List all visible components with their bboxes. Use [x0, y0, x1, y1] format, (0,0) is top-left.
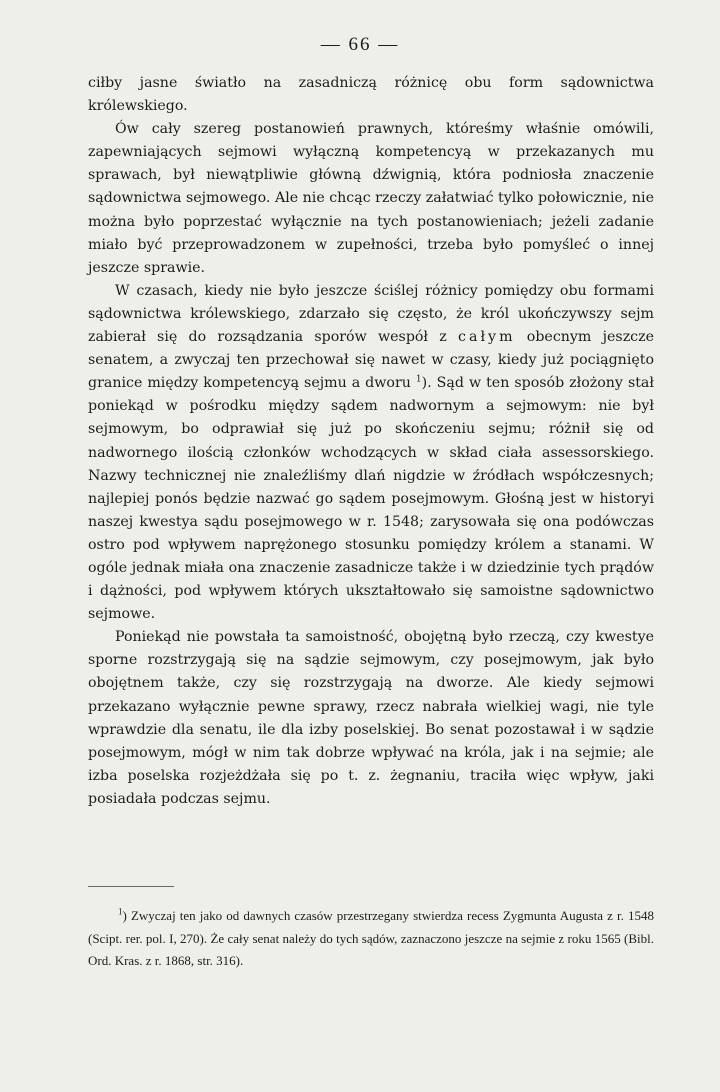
- footnote-reference[interactable]: 1: [415, 374, 422, 385]
- footnote-divider: [88, 886, 174, 887]
- emphasized-word: całym: [458, 329, 516, 346]
- paragraph: [88, 280, 654, 626]
- paragraph-text: obecnym jeszcze senatem, a zwyczaj ten przechował się nawet w czasy, kiedy już pociągnięto granice między kompetencyą sejmu a dworu: [88, 329, 654, 392]
- footnote: [88, 905, 654, 973]
- footnote-text: ) Zwyczaj ten jako od dawnych czasów przestrzegany stwierdza recess Zygmunta Augusta z r. 1548 (Scipt. rer. pol. I, 270). Że cały senat należy do tych sądów, zaznaczono jeszcze na sejmie z roku 1565 (Bibl. Ord. Kras. z r. 1868, str. 316).: [88, 908, 654, 968]
- page-number: — 66 —: [320, 34, 400, 55]
- paragraph-text: W czasach, kiedy nie było jeszcze ściślej różnicy pomiędzy obu formami sądownictwa królewskiego, zdarzało się często, że król ukończywszy sejm zabierał się do rozsądzania sporów wespół z: [88, 282, 654, 346]
- paragraph-continued: ciłby jasne światło na zasadniczą różnicę obu form sądownictwa królewskiego.: [88, 75, 654, 115]
- footnote-mark: 1: [118, 906, 123, 917]
- paragraph-text: ). Sąd w ten sposób złożony stał poniekąd w pośrodku między sądem nadwornym a sejmowym: nie był sejmowym, bo odprawiał się już po skończeniu sejmu; różnił się od nadwornego ilością członków wchodzących w skład ciała assessorskiego. Nazwy technicznej nie znaleźliśmy dlań nigdzie w źródłach współczesnych; najlepiej ponós będzie nazwać go sądem posejmowym. Głośną jest w historyi naszej kwestya sądu posejmowego w r. 1548; zarysowała się ona podówczas ostro pod wpływem naprężonego stosunku pomiędzy królem a stanami. W ogóle jednak miała ona znaczenie zasadnicze także i w dziedzinie tych prądów i dążności, pod wpływem których ukształtowało się samoistne sądownictwo sejmowe.: [88, 375, 654, 623]
- paragraph: Poniekąd nie powstała ta samoistność, obojętną było rzeczą, czy kwestye sporne rozstrzygają się na sądzie sejmowym, czy posejmowym, jak było obojętnem także, czy się rozstrzygają na dworze. Ale kiedy sejmowi przekazano wyłącznie pewne sprawy, rzecz nabrała wielkiej wagi, nie tyle wprawdzie dla senatu, ile dla izby poselskiej. Bo senat pozostawał i w sądzie posejmowym, mógł w nim tak dobrze wpływać na króla, jak i na sejmie; ale izba poselska rozjeżdżała się po t. z. żegnaniu, traciła więc wpływ, jaki posiadała podczas sejmu.: [88, 629, 654, 807]
- paragraph: Ów cały szereg postanowień prawnych, któreśmy właśnie omówili, zapewniających sejmowi wyłączną kompetencyą w przekazanych mu sprawach, był niewątpliwie główną dźwignią, która podniosła znaczenie sądownictwa sejmowego. Ale nie chcąc rzeczy załatwiać tylko połowicznie, nie można było poprzestać wyłącznie na tych postanowieniach; jeżeli zadanie miało być przeprowadzonem w zupełności, trzeba było pomyśleć o innej jeszcze sprawie.: [88, 121, 654, 276]
- body-text: [88, 72, 654, 811]
